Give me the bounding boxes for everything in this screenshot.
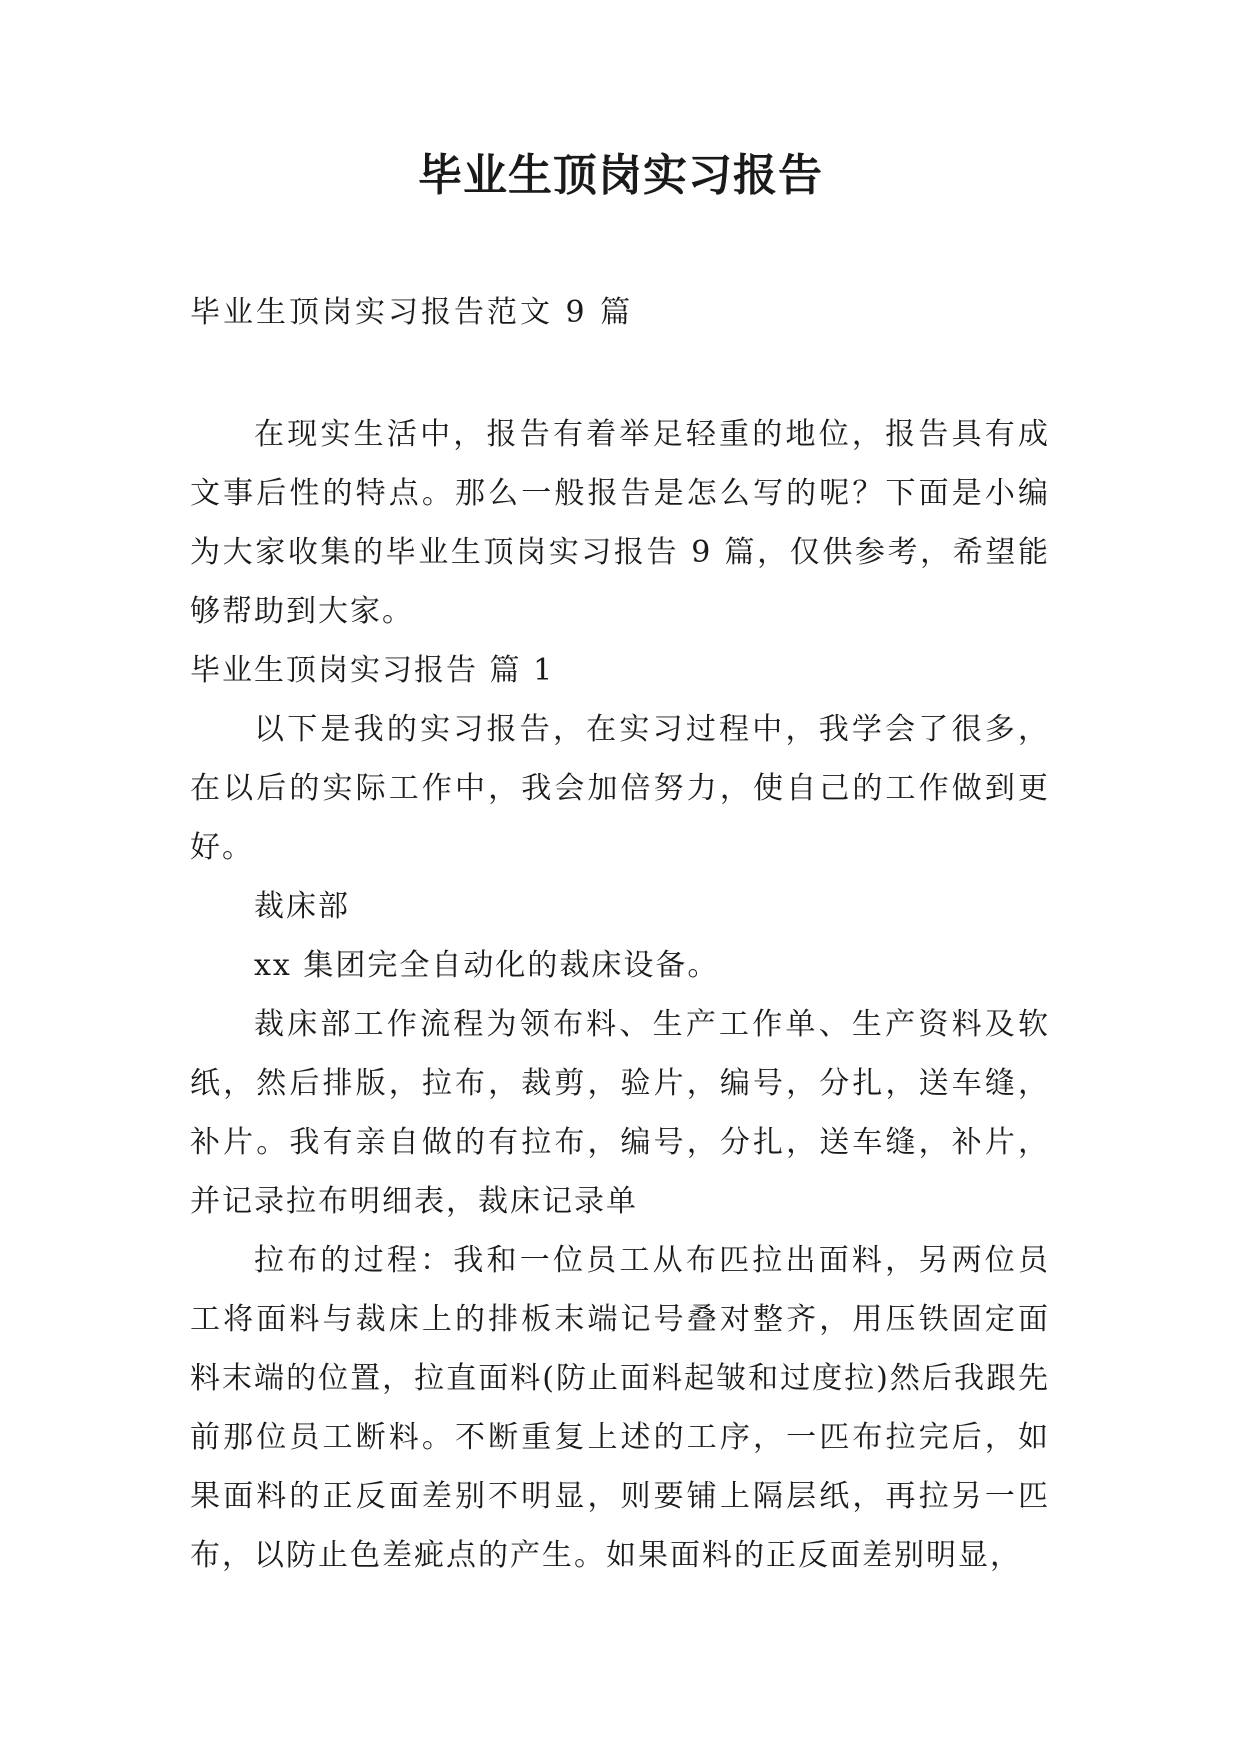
document-body [190,405,1050,1585]
body-paragraph: 拉布的过程：我和一位员工从布匹拉出面料，另两位员工将面料与裁床上的排板末端记号叠对整齐，用压铁固定面料末端的位置，拉直面料(防止面料起皱和过度拉)然后我跟先前那位员工断料。不断重复上述的工序，一匹布拉完后，如果面料的正反面差别不明显，则要铺上隔层纸，再拉另一匹布，以防止色差疵点的产生。如果面料的正反面差别明显， [190,1243,1050,1573]
body-paragraph: xx 集团完全自动化的裁床设备。 [254,948,720,983]
body-paragraph: 裁床部工作流程为领布料、生产工作单、生产资料及软纸，然后排版，拉布，裁剪，验片，编号，分扎，送车缝，补片。我有亲自做的有拉布，编号，分扎，送车缝，补片，并记录拉布明细表，裁床记录单 [190,1007,1050,1219]
intro-paragraph: 在现实生活中，报告有着举足轻重的地位，报告具有成文事后性的特点。那么一般报告是怎么写的呢？下面是小编为大家收集的毕业生顶岗实习报告 9 篇，仅供参考，希望能够帮助到大家。 [190,417,1050,629]
body-paragraph: 裁床部 [254,889,350,924]
document-title: 毕业生顶岗实习报告 [418,150,823,201]
section-heading: 毕业生顶岗实习报告 篇 1 [190,653,555,688]
body-paragraph: 以下是我的实习报告，在实习过程中，我学会了很多，在以后的实际工作中，我会加倍努力，使自己的工作做到更好。 [190,712,1050,865]
document-subtitle: 毕业生顶岗实习报告范文 9 篇 [190,295,634,330]
